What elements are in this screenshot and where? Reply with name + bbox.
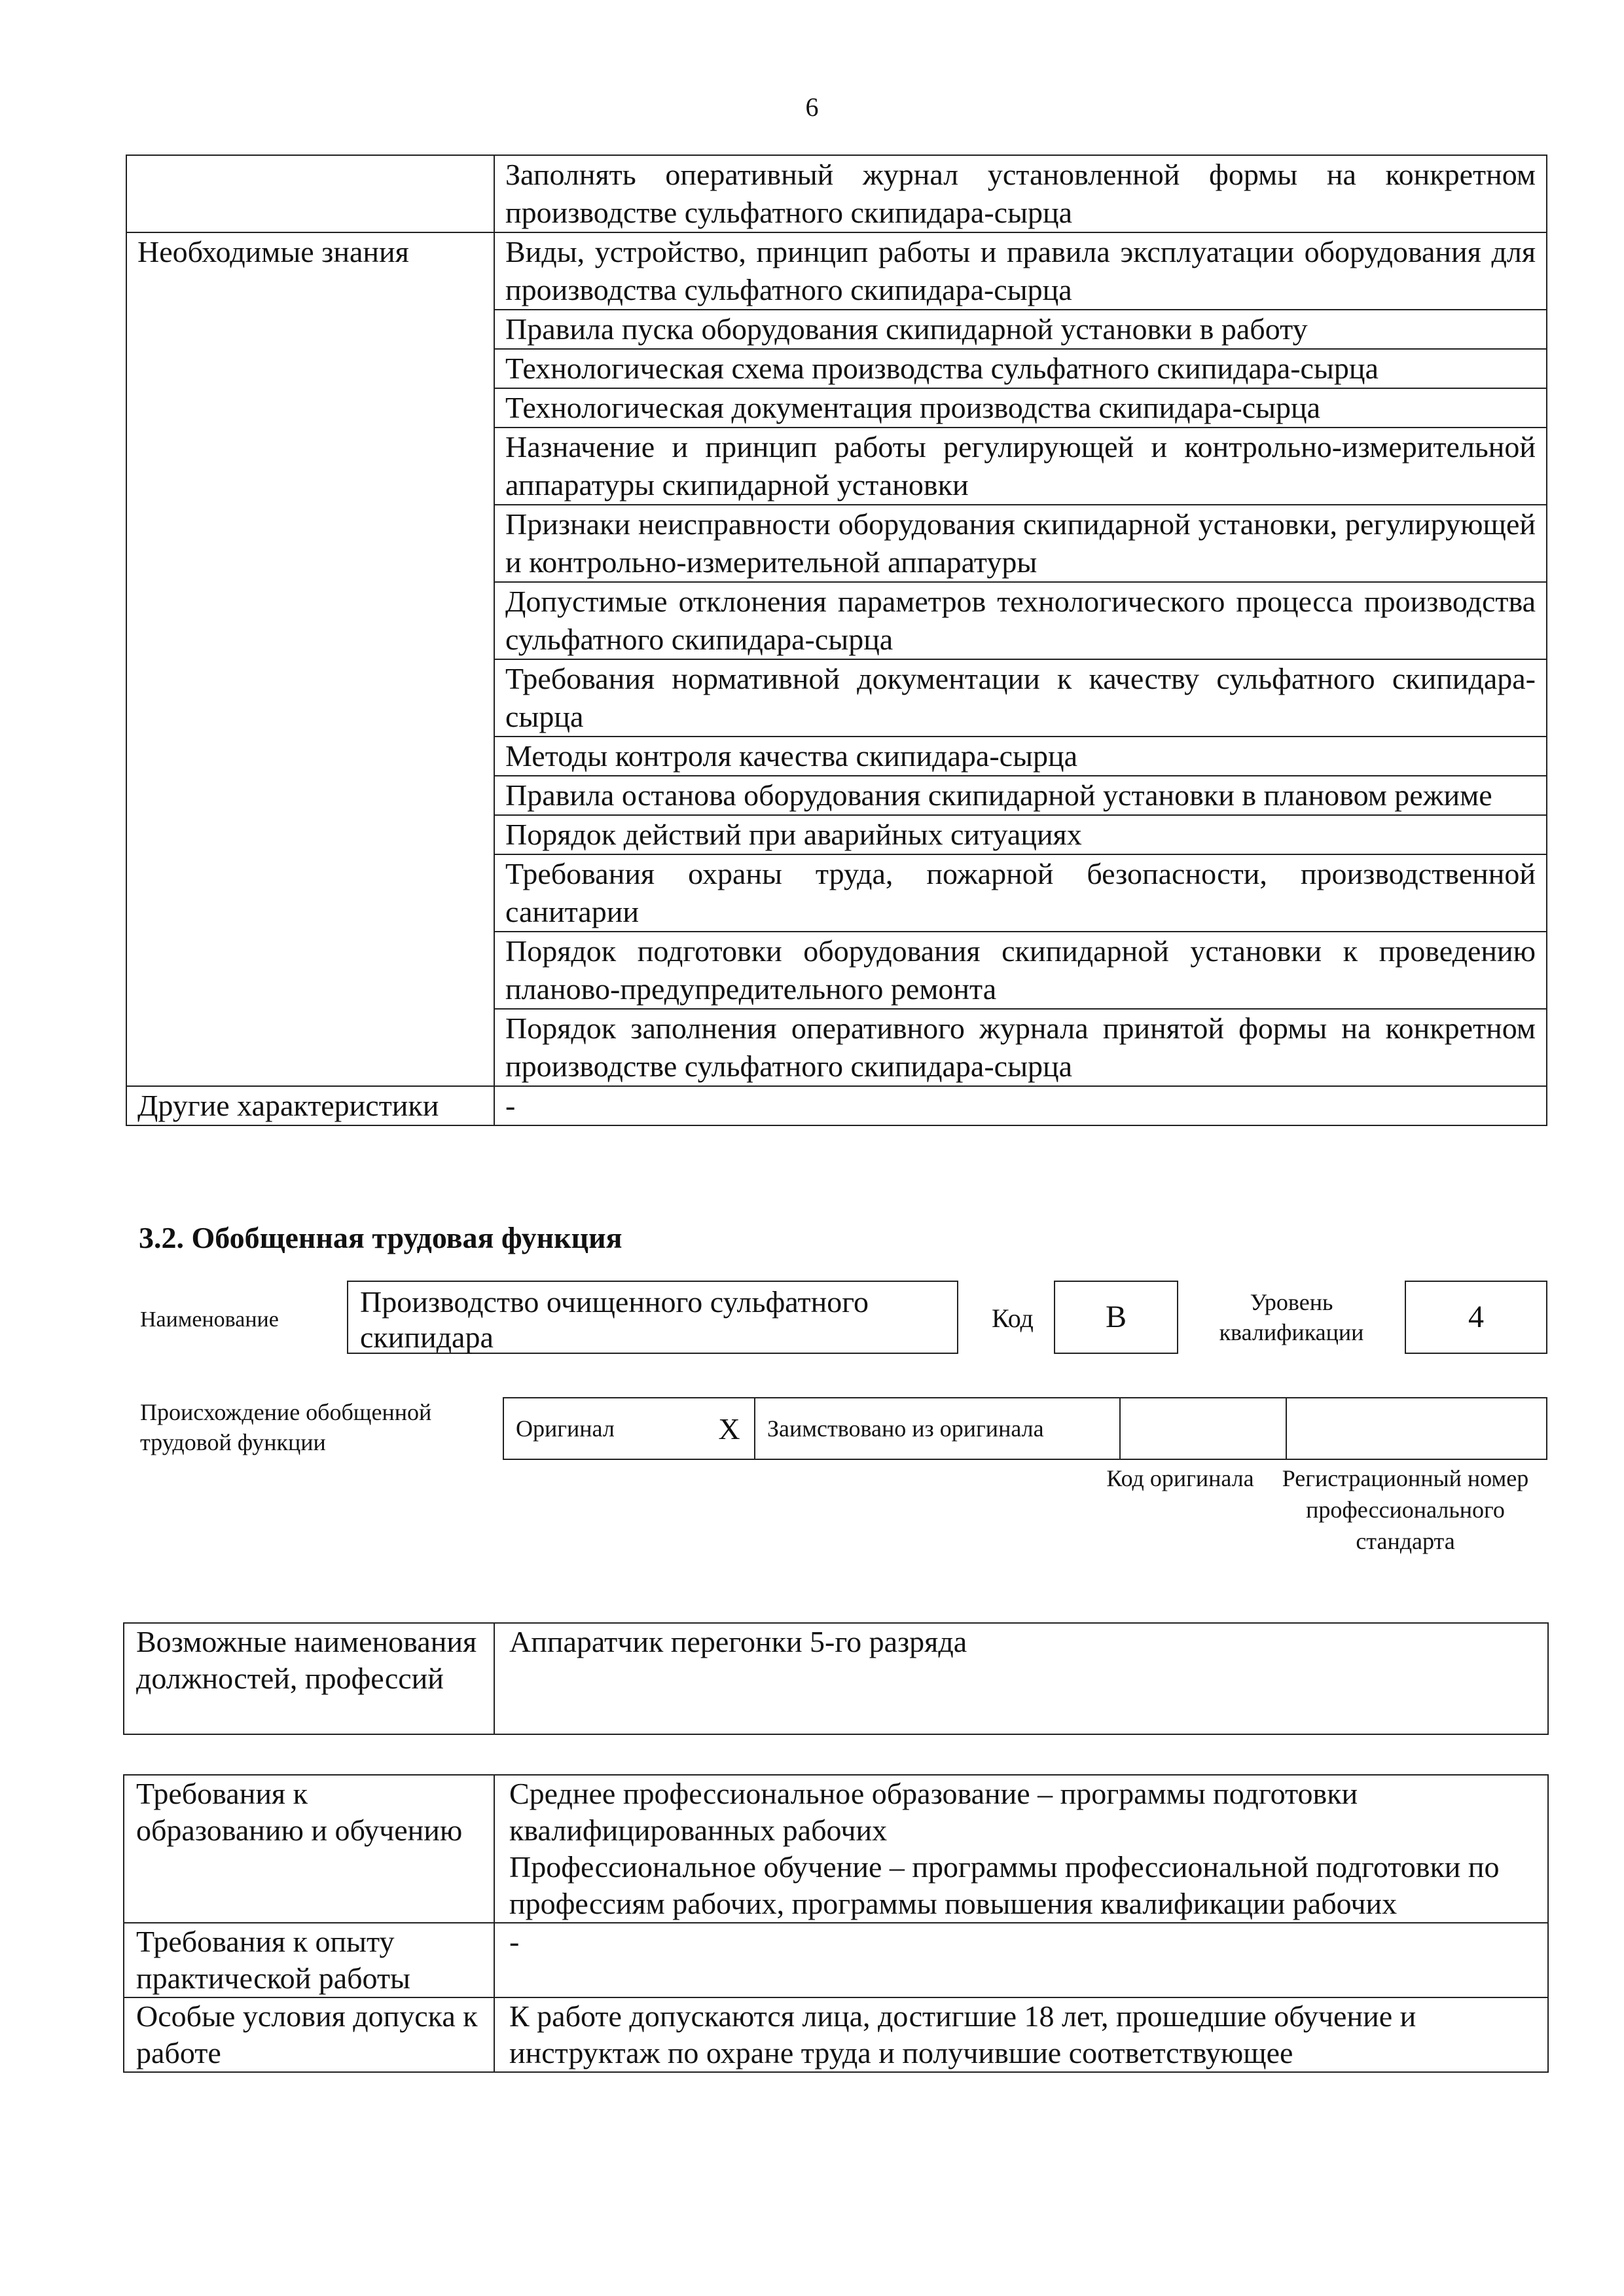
name-label: Наименование	[140, 1307, 279, 1332]
code-label: Код	[992, 1303, 1034, 1333]
original-code-cell	[1120, 1398, 1286, 1459]
requirement-value: К работе допускаются лица, достигшие 18 лет, прошедшие обучение и инструктаж по охране труда и получившие соответствующее	[494, 1997, 1548, 2072]
table-row	[124, 1623, 1548, 1734]
knowledge-item-cell: Назначение и принцип работы регулирующей и контрольно-измерительной аппаратуры скипидарной установки	[494, 428, 1547, 505]
level-label: Уровень квалификации	[1219, 1289, 1364, 1345]
requirement-label: Требования к образованию и обучению	[124, 1775, 494, 1923]
knowledge-item-cell: Правила пуска оборудования скипидарной установки в работу	[494, 310, 1547, 349]
knowledge-item-cell: Требования охраны труда, пожарной безопасности, производственной санитарии	[494, 854, 1547, 932]
knowledge-item-cell: Требования нормативной документации к качеству сульфатного скипидара-сырца	[494, 659, 1547, 737]
knowledge-label-cell: Другие характеристики	[126, 1086, 494, 1125]
table-row	[126, 232, 1547, 310]
requirement-value: Среднее профессиональное образование – программы подготовки квалифицированных рабочих Профессиональное обучение – программы профессиональной подготовки по профессиям рабочих, программы повышения квалификации рабочих	[494, 1775, 1548, 1923]
section-title: 3.2. Обобщенная трудовая функция	[139, 1221, 623, 1254]
level-value: 4	[1405, 1281, 1547, 1354]
table-row	[124, 1923, 1548, 1997]
page-number: 6	[805, 92, 819, 122]
knowledge-item-cell: Виды, устройство, принцип работы и правила эксплуатации оборудования для производства сульфатного скипидара-сырца	[494, 232, 1547, 310]
knowledge-item-cell: Порядок действий при аварийных ситуациях	[494, 815, 1547, 854]
knowledge-item-cell: Заполнять оперативный журнал установленной формы на конкретном производстве сульфатного скипидара-сырца	[494, 155, 1547, 232]
positions-value: Аппаратчик перегонки 5-го разряда	[494, 1623, 1548, 1734]
table-row	[126, 1086, 1547, 1125]
knowledge-label-cell	[126, 155, 494, 232]
knowledge-item-cell: Признаки неисправности оборудования скипидарной установки, регулирующей и контрольно-измерительной аппаратуры	[494, 505, 1547, 582]
table-row	[126, 155, 1547, 232]
name-value: Производство очищенного сульфатного скипидара	[347, 1281, 958, 1354]
requirement-label: Требования к опыту практической работы	[124, 1923, 494, 1997]
origin-label: Происхождение обобщенной трудовой функции	[140, 1399, 432, 1455]
positions-label: Возможные наименования должностей, профессий	[124, 1623, 494, 1734]
knowledge-table	[126, 155, 1547, 1126]
knowledge-item-cell: Порядок подготовки оборудования скипидарной установки к проведению планово-предупредительного ремонта	[494, 932, 1547, 1009]
knowledge-item-cell: Порядок заполнения оперативного журнала принятой формы на конкретном производстве сульфатного скипидара-сырца	[494, 1009, 1547, 1086]
requirement-label: Особые условия допуска к работе	[124, 1997, 494, 2072]
knowledge-item-cell: Технологическая документация производства скипидара-сырца	[494, 388, 1547, 428]
code-value: В	[1054, 1281, 1178, 1354]
table-row	[124, 1997, 1548, 2072]
knowledge-label-cell: Необходимые знания	[126, 232, 494, 1086]
table-row	[124, 1775, 1548, 1923]
positions-table	[123, 1622, 1549, 1735]
caption-registration: Регистрационный номер профессионального стандарта	[1282, 1465, 1529, 1554]
borrowed-label: Заимствовано из оригинала	[755, 1398, 1120, 1459]
knowledge-item-cell: -	[494, 1086, 1547, 1125]
requirement-value: -	[494, 1923, 1548, 1997]
knowledge-item-cell: Технологическая схема производства сульфатного скипидара-сырца	[494, 349, 1547, 388]
knowledge-item-cell: Методы контроля качества скипидара-сырца	[494, 737, 1547, 776]
requirements-table	[123, 1774, 1549, 2073]
knowledge-item-cell: Правила останова оборудования скипидарной установки в плановом режиме	[494, 776, 1547, 815]
registration-number-cell	[1286, 1398, 1547, 1459]
caption-code: Код оригинала	[1106, 1465, 1254, 1491]
knowledge-item-cell: Допустимые отклонения параметров технологического процесса производства сульфатного скипидара-сырца	[494, 582, 1547, 659]
origin-table	[503, 1397, 1547, 1460]
original-label: Оригинал	[503, 1398, 704, 1459]
original-mark: X	[704, 1398, 755, 1459]
